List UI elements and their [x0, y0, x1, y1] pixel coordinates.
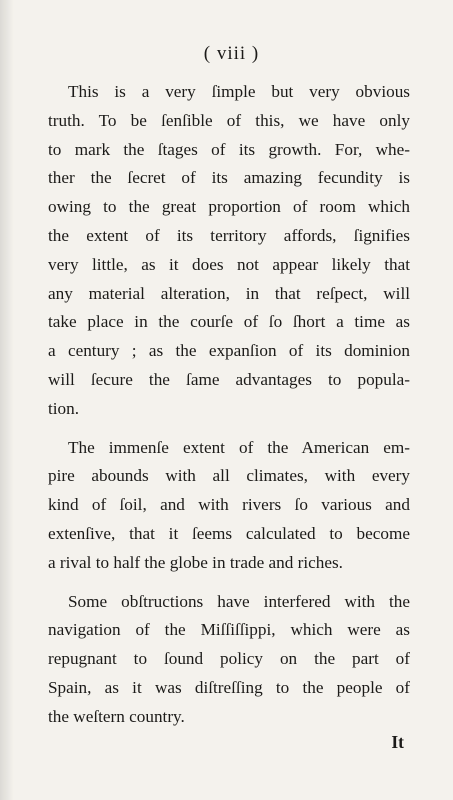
text-line: ther the ſecret of its amazing fecundity is — [48, 168, 410, 188]
body-text — [48, 78, 410, 732]
text-line: the weſtern country. — [48, 706, 185, 726]
text-line: very little, as it does not appear likely that — [48, 254, 410, 274]
text-line: extenſive, that it ſeems calculated to become — [48, 523, 410, 543]
page-number: ( viii ) — [203, 43, 260, 64]
paragraph-spacer — [48, 424, 410, 434]
text-line: will ſecure the ſame advantages to popula- — [48, 369, 410, 389]
text-line: a century ; as the expanſion of its dominion — [48, 341, 410, 361]
text-line: the extent of its territory affords, ſignifies — [48, 225, 410, 245]
text-line: tion. — [48, 398, 80, 418]
text-line: any material alteration, in that reſpect, will — [48, 283, 410, 303]
text-line: pire abounds with all climates, with every — [48, 466, 410, 486]
paragraph-3 — [48, 588, 410, 732]
paragraph-2 — [48, 434, 410, 578]
text-line: to mark the ſtages of its growth. For, whe- — [48, 139, 410, 159]
paragraph-spacer — [48, 578, 410, 588]
paragraph-1 — [48, 78, 410, 424]
text-line: a rival to half the globe in trade and riches. — [48, 552, 343, 572]
catchword: It — [391, 732, 404, 752]
text-line: owing to the great proportion of room which — [48, 197, 410, 217]
text-line: truth. To be ſenſible of this, we have only — [48, 110, 410, 130]
text-line: Some obſtructions have interfered with the — [68, 591, 410, 611]
text-line: The immenſe extent of the American em- — [68, 437, 410, 457]
text-line: Spain, as it was diſtreſſing to the people of — [48, 677, 410, 697]
text-line: take place in the courſe of ſo ſhort a time as — [48, 312, 410, 332]
text-line: This is a very ſimple but very obvious — [68, 82, 410, 101]
text-line: kind of ſoil, and with rivers ſo various and — [48, 495, 410, 515]
text-line: navigation of the Miſſiſſippi, which were as — [48, 620, 410, 640]
text-line: repugnant to ſound policy on the part of — [48, 649, 410, 669]
